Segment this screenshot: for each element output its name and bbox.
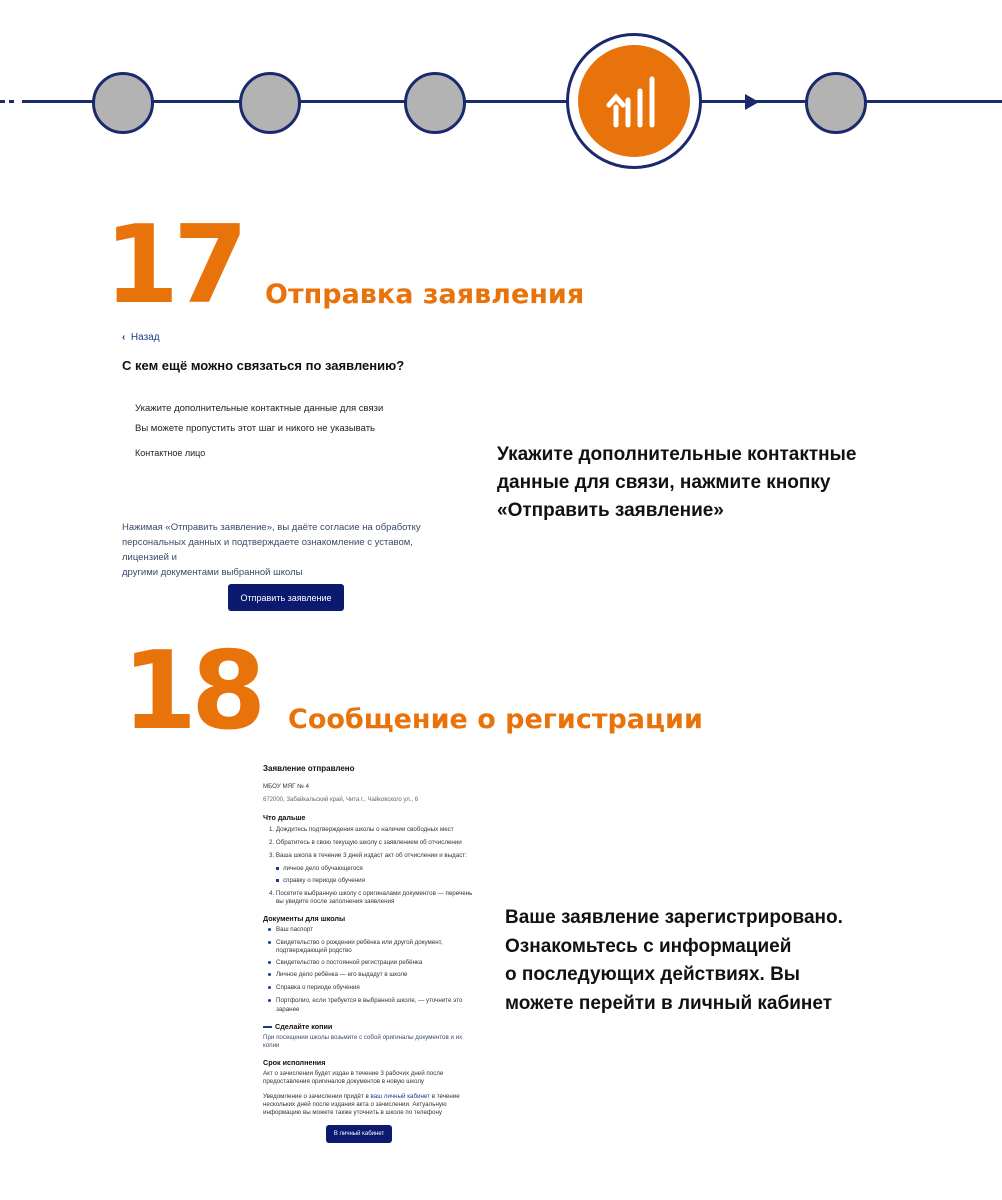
- list-item: Ваш паспорт: [276, 926, 314, 933]
- chevron-left-icon: ‹: [122, 332, 126, 343]
- cabinet-link[interactable]: ваш личный кабинет: [370, 1093, 430, 1100]
- step-circle-active: [566, 33, 702, 169]
- signal-bars-icon: [578, 45, 690, 157]
- section-heading: Сделайте копии: [275, 1022, 333, 1031]
- list-item: Свидетельство о постоянной регистрации ребёнка: [276, 959, 423, 966]
- list-item: 2. Обратитесь в свою текущую школу с заявлением об отчислении: [269, 839, 462, 846]
- notice-text: Уведомление о зачислении придёт в ваш личный кабинет в течение: [263, 1093, 460, 1100]
- back-link[interactable]: ‹ Назад: [122, 332, 160, 343]
- notice-text: нескольких дней после издания акта о зачислении. Актуальную: [263, 1101, 447, 1108]
- submit-application-button[interactable]: Отправить заявление: [228, 584, 344, 611]
- step-title: Отправка заявления: [265, 279, 585, 310]
- list-item: Портфолио, если требуется в выбранной школе, — уточните это: [276, 997, 463, 1004]
- step-title: Сообщение о регистрации: [288, 704, 703, 735]
- contact-person-field[interactable]: Контактное лицо: [135, 448, 206, 458]
- list-item: справку о периоде обучения: [283, 877, 365, 884]
- list-item: вы увидите после заполнения заявления: [276, 898, 395, 905]
- step-circle-inactive: [92, 72, 154, 134]
- bullet: [268, 941, 271, 944]
- section-heading: Документы для школы: [263, 914, 346, 923]
- timeline-dash: [9, 100, 14, 103]
- form-question: С кем ещё можно связаться по заявлению?: [122, 358, 405, 373]
- bullet: [276, 867, 279, 870]
- consent-text: Нажимая «Отправить заявление», вы даёте согласие на обработку персональных данных и подтверждаете ознакомление с уставом, лицензией и другими документами выбранной школы: [122, 522, 421, 578]
- copies-marker: [263, 1026, 272, 1028]
- step-description: Укажите дополнительные контактные данные для связи, нажмите кнопку «Отправить заявление»: [497, 444, 857, 521]
- step-number: 18: [122, 629, 261, 754]
- personal-cabinet-button[interactable]: В личный кабинет: [326, 1125, 392, 1143]
- step-description: Ваше заявление зарегистрировано. Ознакомьтесь с информацией о последующих действиях. Вы можете перейти в личный кабинет: [505, 907, 843, 1014]
- section-heading: Что дальше: [263, 813, 306, 822]
- term-text: Акт о зачислении будет издан в течение 3 рабочих дней после: [263, 1070, 444, 1077]
- step-circle-inactive: [404, 72, 466, 134]
- message-title: Заявление отправлено: [263, 764, 355, 773]
- list-item: 1. Дождитесь подтверждения школы о наличии свободных мест: [269, 826, 454, 833]
- step-circle-inactive: [239, 72, 301, 134]
- form-hint: Укажите дополнительные контактные данные для связи: [135, 403, 384, 414]
- triangle-right-icon: [745, 94, 759, 110]
- copies-text: копии: [263, 1042, 280, 1049]
- step-number: 17: [104, 203, 243, 328]
- step-circle-inactive: [805, 72, 867, 134]
- school-name: МБОУ МЯГ № 4: [263, 783, 309, 790]
- copies-text: При посещении школы возьмите с собой оригиналы документов и их: [263, 1034, 463, 1041]
- list-item: Справка о периоде обучения: [276, 984, 360, 991]
- list-item: личное дело обучающегося: [283, 865, 363, 872]
- bullet: [268, 928, 271, 931]
- list-item: заранее: [276, 1006, 300, 1013]
- notice-text: информацию вы можете также уточнить в школе по телефону: [263, 1109, 442, 1116]
- bullet: [268, 973, 271, 976]
- bullet: [268, 961, 271, 964]
- section-heading: Срок исполнения: [263, 1058, 326, 1067]
- timeline-dash: [0, 100, 5, 103]
- list-item: 4. Посетите выбранную школу с оригиналами документов — перечень: [269, 890, 473, 897]
- list-item: подтверждающий родство: [276, 947, 352, 954]
- bullet: [276, 879, 279, 882]
- list-item: 3. Ваша школа в течение 3 дней издаст акт об отчислении и выдаст:: [269, 852, 467, 859]
- bullet: [268, 986, 271, 989]
- school-address: 672000, Забайкальский край, Чита г., Чайковского ул., 6: [263, 797, 419, 803]
- form-hint: Вы можете пропустить этот шаг и никого не указывать: [135, 423, 375, 434]
- bullet: [268, 999, 271, 1002]
- list-item: Свидетельство о рождении ребёнка или другой документ,: [276, 939, 443, 946]
- term-text: предоставления оригиналов документов в новую школу: [263, 1078, 425, 1085]
- list-item: Личное дело ребёнка — его выдадут в школе: [276, 971, 408, 978]
